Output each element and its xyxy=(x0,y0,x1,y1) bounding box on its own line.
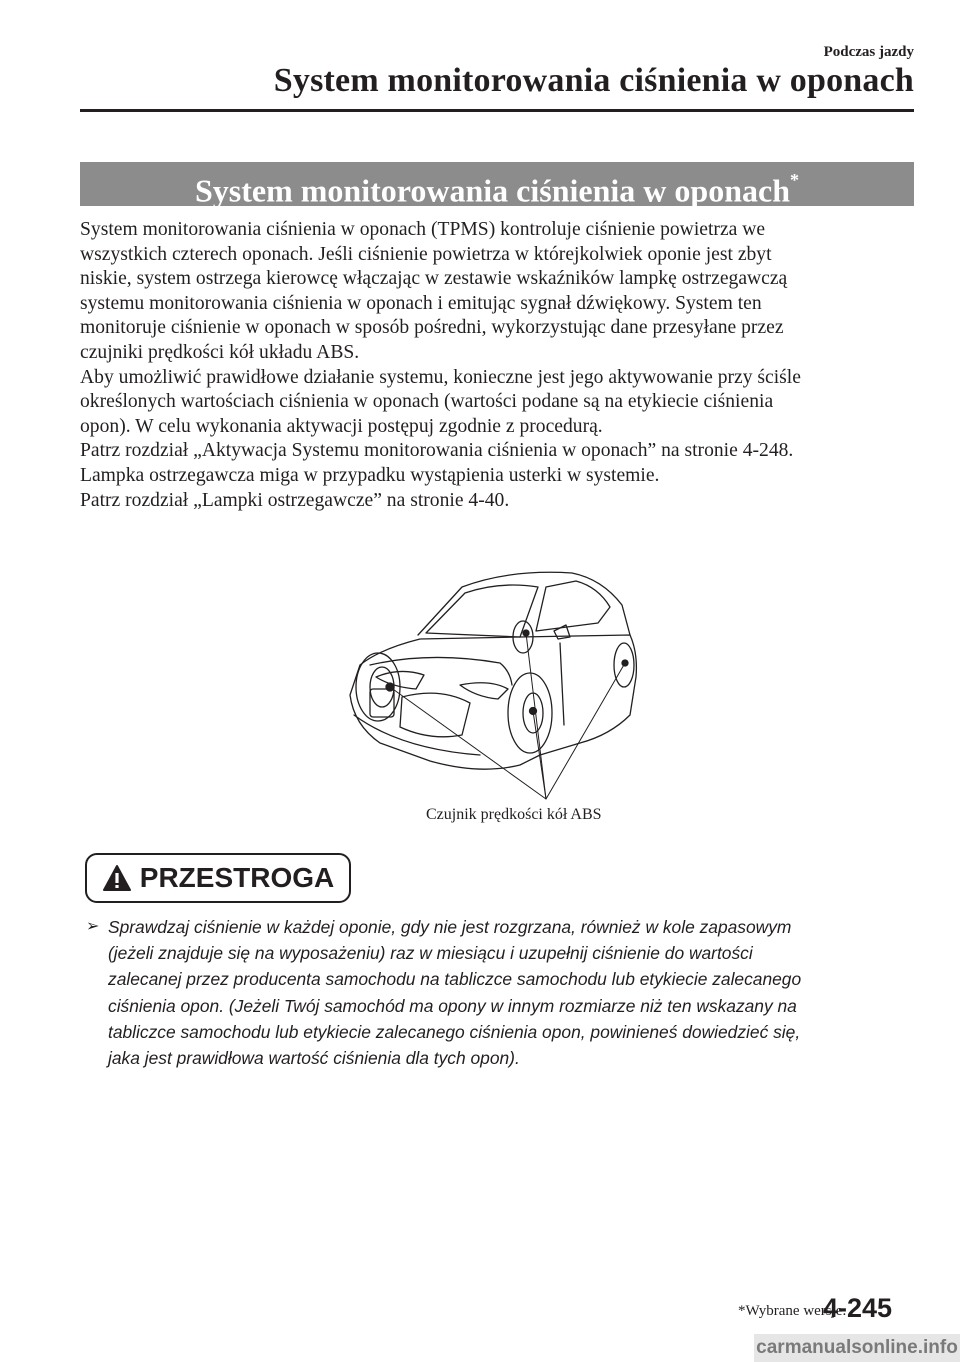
body-line: System monitorowania ciśnienia w oponach (TPMS) kontroluje ciśnienie powietrza we xyxy=(80,219,766,240)
body-line: Patrz rozdział „Lampki ostrzegawcze” na stronie 4-40. xyxy=(80,489,510,511)
running-header-title: System monitorowania ciśnienia w oponach xyxy=(273,62,914,99)
warning-triangle-icon xyxy=(102,864,132,892)
caution-line: Sprawdzaj ciśnienie w każdej oponie, gdy nie jest rozgrzana, również w kole zapasowym xyxy=(108,917,792,937)
figure-caption: Czujnik prędkości kół ABS xyxy=(426,806,602,823)
watermark: carmanualsonline.info xyxy=(754,1334,960,1362)
body-line: określonych wartościach ciśnienia w oponach (wartości podane są na etykiecie ciśnienia xyxy=(80,391,774,413)
body-line: monitoruje ciśnienie w oponach w sposób pośredni, wykorzystując dane przesyłane przez xyxy=(80,317,784,339)
license-plate xyxy=(370,689,394,717)
body-line: niskie, system ostrzega kierowcę włączając w zestawie wskaźników lampkę ostrzegawczą xyxy=(80,268,788,290)
caution-box xyxy=(85,853,351,903)
car-body-outline xyxy=(350,635,636,769)
body-line: Patrz rozdział „Aktywacja Systemu monitorowania ciśnienia w oponach” na stronie 4-248. xyxy=(80,440,794,462)
running-header-chapter: Podczas jazdy xyxy=(823,44,914,60)
body-line: opon). W celu wykonania aktywacji postępuj zgodnie z procedurą. xyxy=(80,415,603,437)
section-title: System monitorowania ciśnienia w oponach xyxy=(194,172,790,209)
headlight-right xyxy=(460,683,508,699)
body-line: wszystkich czterech oponach. Jeśli ciśnienie powietrza w którejkolwiek oponie jest zbyt xyxy=(80,243,772,265)
caution-line: zalecanej przez producenta samochodu na tabliczce samochodu lub etykiecie zalecanego xyxy=(108,969,802,990)
door-line xyxy=(560,643,564,725)
caution-line: jaka jest prawidłowa wartość ciśnienia dla tych opon). xyxy=(108,1048,520,1069)
body-text xyxy=(80,218,920,513)
page-number: 4-245 xyxy=(823,1293,893,1323)
windshield-outline xyxy=(426,585,538,637)
header-rule xyxy=(80,109,914,112)
body-line: Lampka ostrzegawcza miga w przypadku wystąpienia usterki w systemie. xyxy=(80,464,660,486)
caution-line: ciśnienia opon. (Jeżeli Twój samochód ma opony w innym rozmiarze niż ten wskazany na xyxy=(108,995,797,1016)
caution-line: tabliczce samochodu lub etykiecie zalecanego ciśnienia opon, powinieneś dowiedzieć się, xyxy=(108,1021,801,1042)
grille xyxy=(400,693,470,737)
caution-text xyxy=(86,914,916,1071)
car-abs-sensor-illustration xyxy=(340,565,640,801)
caution-line: (jeżeli znajduje się na wyposażeniu) raz w miesiącu i uzupełnij ciśnienie do wartości xyxy=(108,943,753,964)
body-line: Aby umożliwić prawidłowe działanie systemu, konieczne jest jego aktywowanie przy ściśle xyxy=(80,366,801,388)
body-line: systemu monitorowania ciśnienia w oponach i emitując sygnał dźwiękowy. System ten xyxy=(80,292,762,314)
side-window-outline xyxy=(536,581,610,631)
footnote-selected-versions: *Wybrane wersje. xyxy=(738,1303,847,1319)
caution-label: PRZESTROGA xyxy=(139,862,335,893)
bullet-arrow-icon: ➢ xyxy=(86,918,100,935)
body-line: czujniki prędkości kół układu ABS. xyxy=(80,341,360,363)
hood-line xyxy=(370,657,512,685)
section-asterisk: * xyxy=(790,170,799,190)
section-title-band xyxy=(80,162,914,209)
